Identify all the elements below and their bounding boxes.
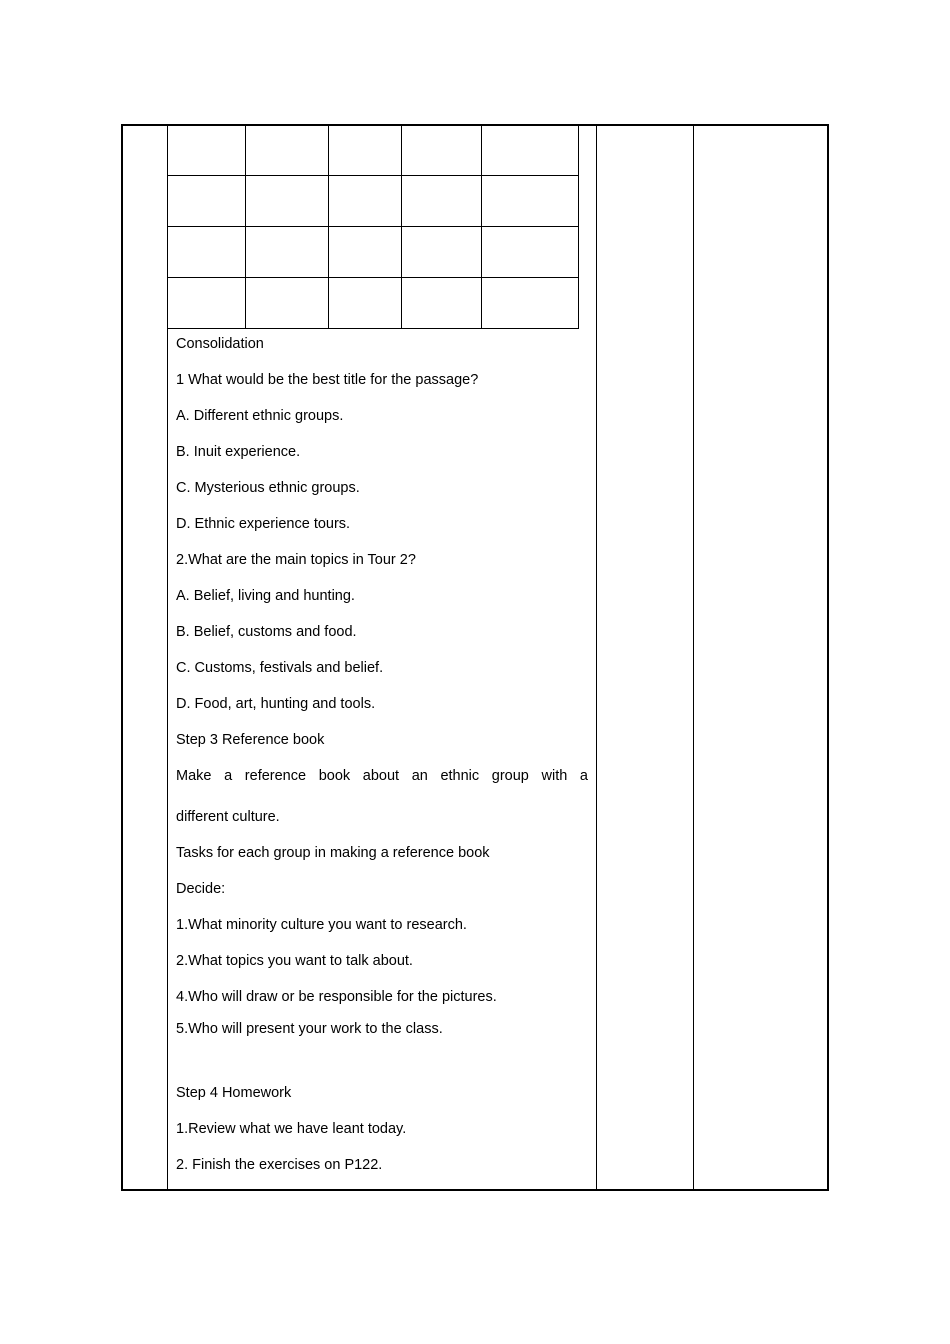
grid-cell [246,227,329,278]
task-item-5: 5.Who will present your work to the class. [176,1021,443,1037]
step4-heading: Step 4 Homework [176,1085,292,1101]
task-item-4: 4.Who will draw or be responsible for the pictures. [176,989,497,1005]
table-row [168,278,579,329]
grid-cell [168,125,246,176]
grid-cell [329,278,402,329]
grid-cell [329,125,402,176]
grid-cell [168,176,246,227]
intro-word: book [318,768,351,784]
intro-word: a [224,768,233,784]
tasks-heading: Tasks for each group in making a reference book [176,845,490,861]
q1-option-d: D. Ethnic experience tours. [176,516,351,532]
step3-intro-continued: different culture. [176,809,280,825]
column-divider [596,124,597,1191]
task-item-2: 2.What topics you want to talk about. [176,953,413,969]
question-2: 2.What are the main topics in Tour 2? [176,552,416,568]
intro-word: an [411,768,428,784]
intro-word: group [491,768,529,784]
intro-word: with [541,768,568,784]
decide-label: Decide: [176,881,226,897]
grid-cell [329,227,402,278]
grid-cell [246,176,329,227]
q1-option-a: A. Different ethnic groups. [176,408,344,424]
grid-cell [246,125,329,176]
step3-heading: Step 3 Reference book [176,732,325,748]
grid-cell [482,176,579,227]
task-item-1: 1.What minority culture you want to research. [176,917,467,933]
intro-word: Make [176,768,212,784]
step3-intro [176,767,588,785]
grid-cell [402,125,482,176]
intro-word: ethnic [440,768,480,784]
q1-option-b: B. Inuit experience. [176,444,301,460]
table-row [168,227,579,278]
grid-cell [402,278,482,329]
grid-cell [482,227,579,278]
question-1: 1 What would be the best title for the passage? [176,372,479,388]
intro-word: a [579,768,588,784]
q2-option-d: D. Food, art, hunting and tools. [176,696,376,712]
column-divider [693,124,694,1191]
q2-option-c: C. Customs, festivals and belief. [176,660,384,676]
consolidation-heading: Consolidation [176,336,264,352]
q1-option-c: C. Mysterious ethnic groups. [176,480,360,496]
table-row [168,176,579,227]
grid-cell [402,176,482,227]
q2-option-b: B. Belief, customs and food. [176,624,357,640]
grid-cell [168,278,246,329]
empty-grid-table [167,124,579,329]
homework-item-1: 1.Review what we have leant today. [176,1121,407,1137]
homework-item-2: 2. Finish the exercises on P122. [176,1157,383,1173]
q2-option-a: A. Belief, living and hunting. [176,588,355,604]
grid-cell [329,176,402,227]
intro-word: about [362,768,400,784]
grid-cell [482,125,579,176]
grid-cell [246,278,329,329]
grid-cell [482,278,579,329]
table-row [168,125,579,176]
grid-cell [402,227,482,278]
grid-cell [168,227,246,278]
intro-word: reference [244,768,307,784]
